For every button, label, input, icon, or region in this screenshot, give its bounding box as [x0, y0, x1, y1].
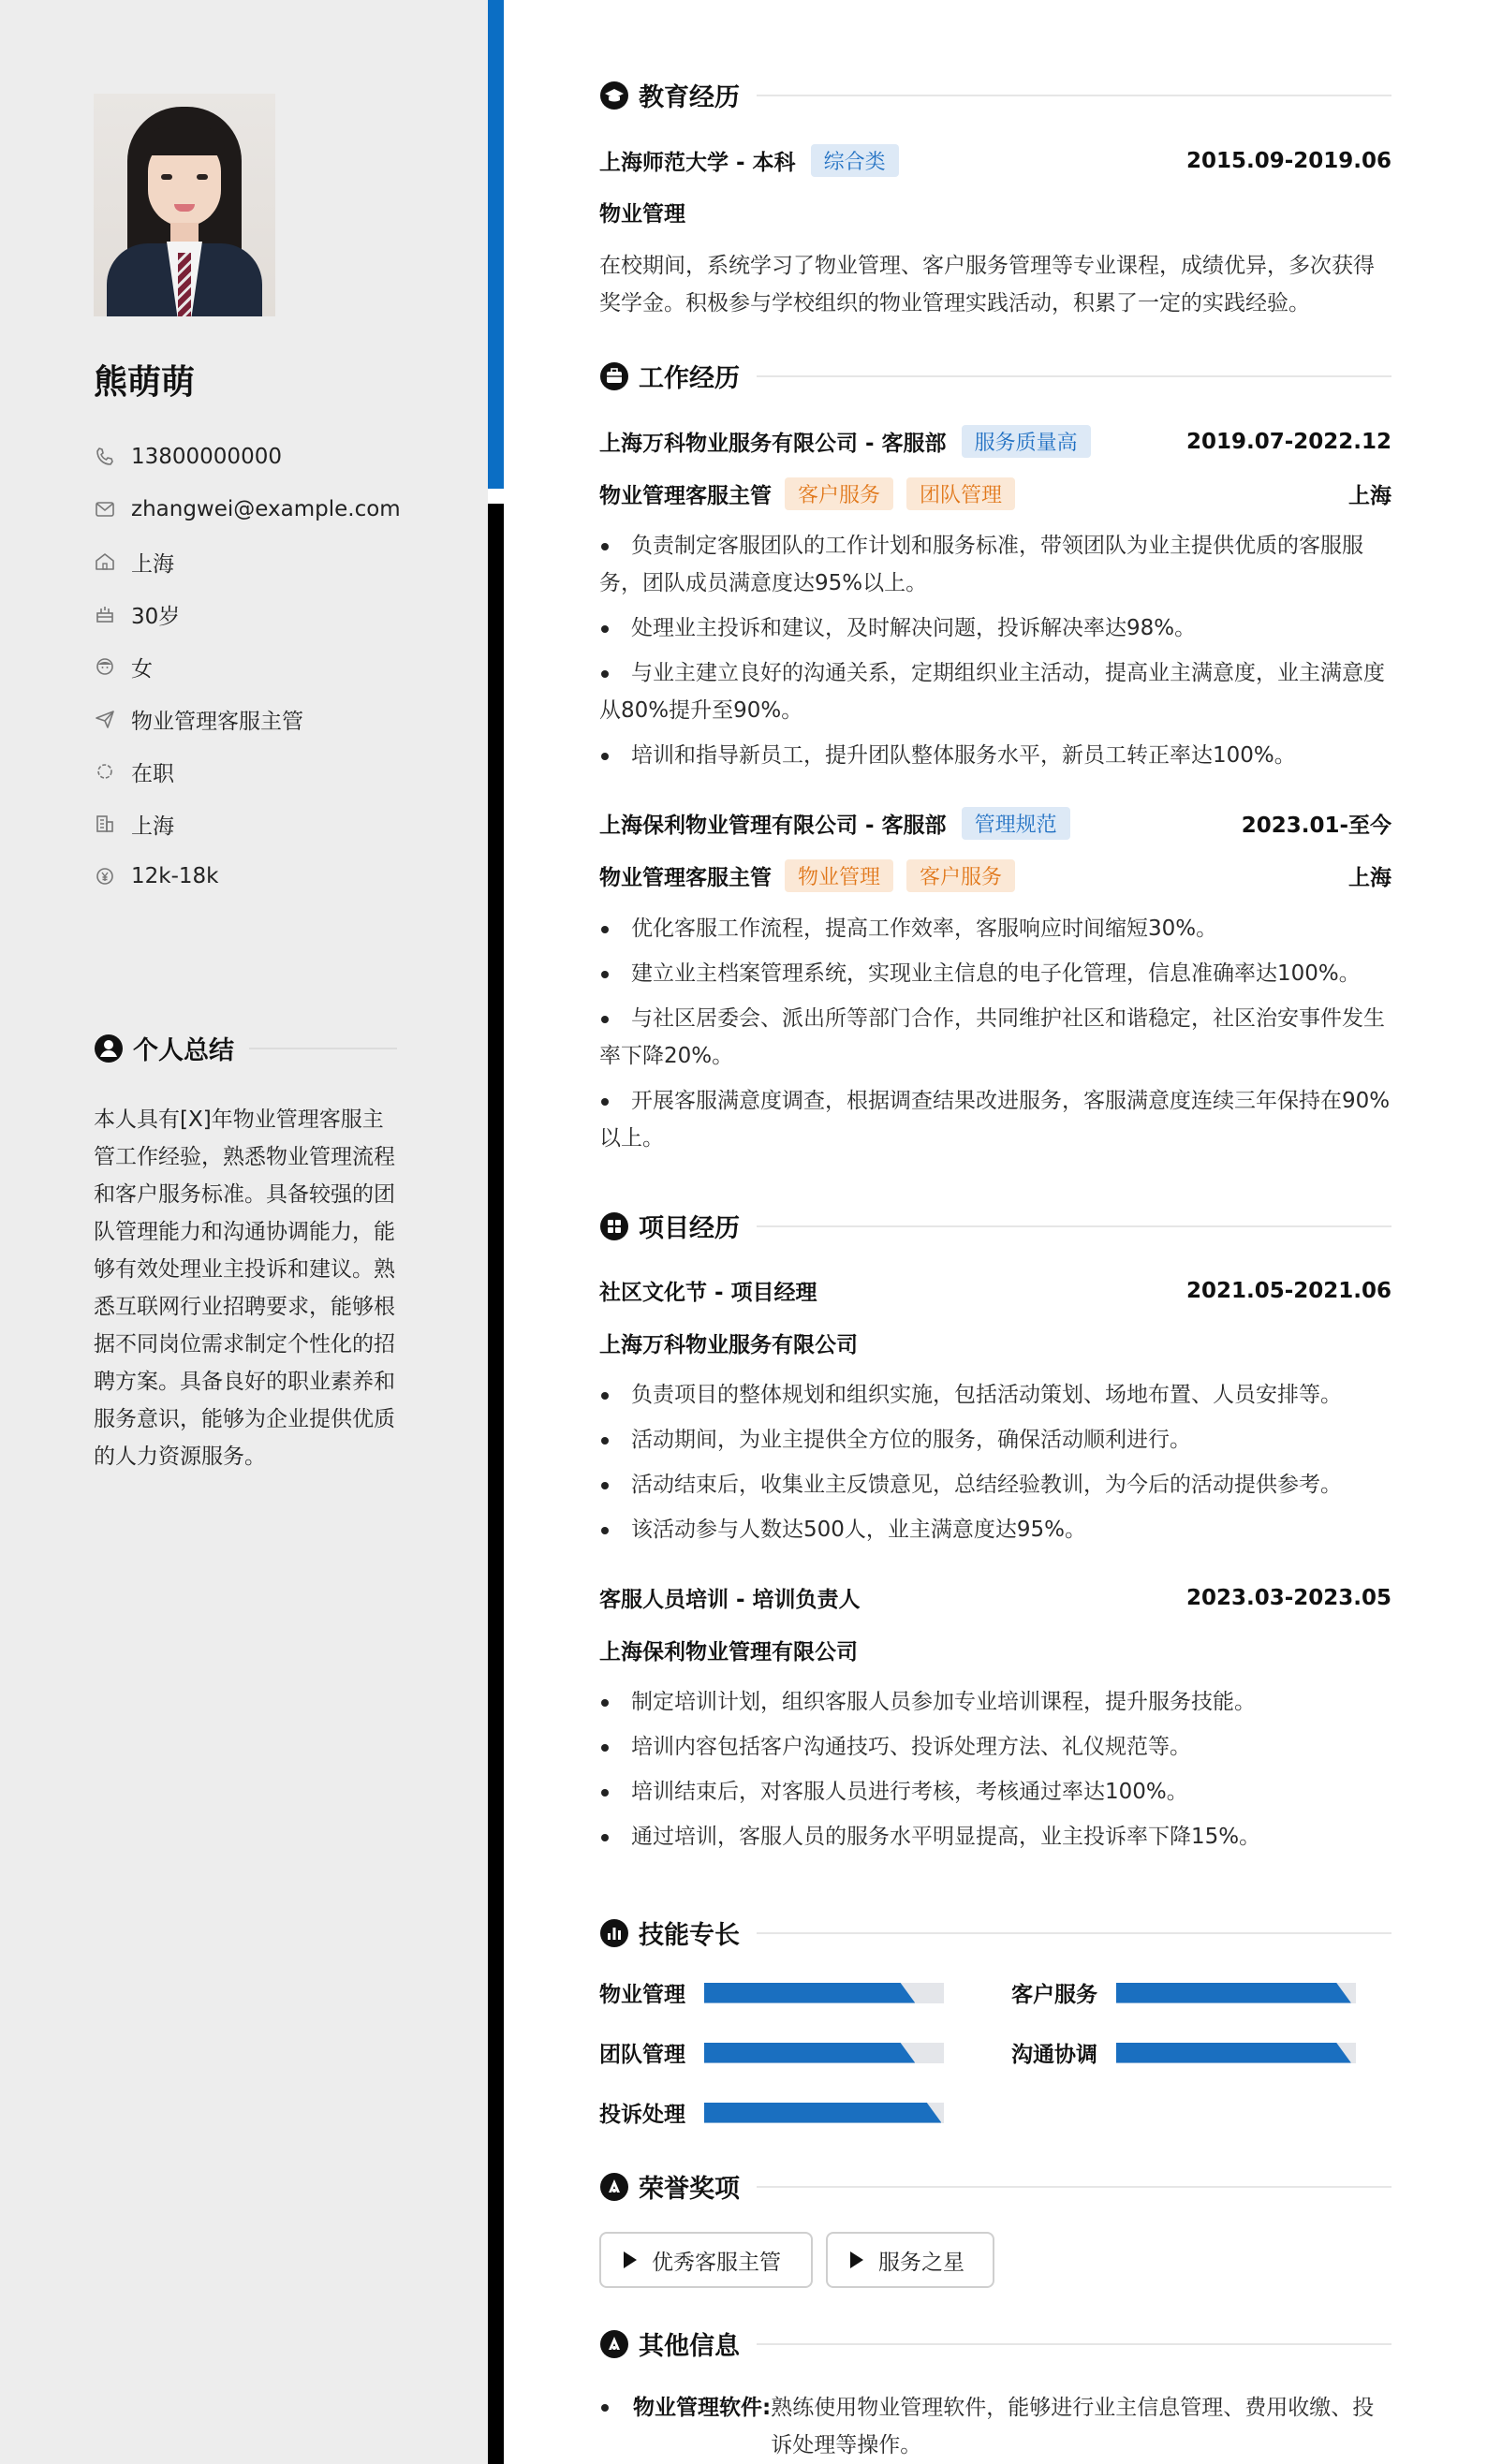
other-section-title [599, 2325, 1391, 2362]
info-status-text: 在职 [131, 761, 174, 786]
project-2-bullets [599, 1683, 1391, 1863]
avatar [94, 94, 275, 316]
project-1-header [599, 1275, 1391, 1306]
major-text: 物业管理 [599, 202, 685, 227]
award-label: 服务之星 [878, 2250, 964, 2275]
info-email [94, 483, 412, 535]
phone-icon [94, 446, 116, 468]
awards-title-text: 荣誉奖项 [639, 2175, 740, 2204]
grid-icon [599, 1211, 629, 1241]
list-item: 培训和指导新员工，提升团队整体服务水平，新员工转正率达100%。 [599, 737, 1391, 774]
award-icon [599, 2172, 629, 2202]
skill-name: 客户服务 [1011, 1983, 1097, 2007]
skill-bar-fill [1116, 1983, 1351, 2003]
job-2-header [599, 807, 1391, 840]
education-major [599, 197, 1391, 227]
info-salary-text: 12k-18k [131, 864, 219, 888]
job-1-city: 上海 [1348, 484, 1391, 508]
list-item: 活动期间，为业主提供全方位的服务，确保活动顺利进行。 [599, 1421, 1391, 1459]
skills-divider [757, 1932, 1391, 1934]
skill-bar [704, 1983, 944, 2003]
info-gender-text: 女 [131, 656, 153, 682]
skill-bar-fill [704, 1983, 915, 2003]
info-email-text: zhangwei@example.com [131, 497, 401, 521]
user-icon [94, 1034, 124, 1063]
accent-stripe-blue [488, 0, 504, 489]
job-2-company: 上海保利物业管理有限公司 - 客服部 [599, 814, 947, 838]
status-icon [94, 760, 116, 783]
skill-bar-fill [704, 2103, 941, 2123]
skill-item [599, 2097, 944, 2128]
home-icon [94, 550, 116, 573]
skill-name: 团队管理 [599, 2043, 685, 2067]
job-1-tag: 服务质量高 [962, 425, 1091, 458]
school-tag: 综合类 [811, 144, 899, 177]
info-status [94, 745, 412, 798]
skill-bar [1116, 1983, 1356, 2003]
info-location-text: 上海 [131, 551, 174, 577]
list-item: 该活动参与人数达500人，业主满意度达95%。 [599, 1511, 1391, 1548]
school-name: 上海师范大学 - 本科 [599, 151, 796, 175]
info-location [94, 535, 412, 588]
info-phone [94, 431, 412, 483]
summary-title-divider [249, 1048, 397, 1049]
skills-section-title [599, 1914, 1391, 1951]
info-phone-text: 13800000000 [131, 445, 282, 469]
skill-name: 沟通协调 [1011, 2043, 1097, 2067]
education-description: 在校期间，系统学习了物业管理、客户服务管理等专业课程，成绩优异，多次获得奖学金。积极参与学校组织的物业管理实践活动，积累了一定的实践经验。 [599, 254, 1375, 315]
job-1-role-row [599, 477, 1391, 510]
project-1-org-row [599, 1327, 1391, 1358]
projects-divider [757, 1225, 1391, 1227]
send-icon [94, 708, 116, 730]
job-2-skill-tag: 客户服务 [906, 859, 1015, 892]
summary-section-title [94, 1030, 397, 1066]
job-1-company: 上海万科物业服务有限公司 - 客服部 [599, 432, 947, 456]
list-item: 处理业主投诉和建议，及时解决问题，投诉解决率达98%。 [599, 609, 1391, 647]
list-item: 优化客服工作流程，提高工作效率，客服响应时间缩短30%。 [599, 910, 1391, 947]
list-item: 负责项目的整体规划和组织实施，包括活动策划、场地布置、人员安排等。 [599, 1376, 1391, 1414]
info-salary [94, 850, 412, 902]
skill-bar-fill [1116, 2043, 1351, 2063]
job-1-date: 2019.07-2022.12 [1185, 429, 1391, 454]
list-item: 开展客服满意度调查，根据调查结果改进服务，客服满意度连续三年保持在90%以上。 [599, 1082, 1391, 1157]
job-2-skill-tag: 物业管理 [785, 859, 893, 892]
projects-section-title [599, 1208, 1391, 1244]
summary-text: 本人具有[X]年物业管理客服主管工作经验，熟悉物业管理流程和客户服务标准。具备较强的团队管理能力和沟通协调能力，能够有效处理业主投诉和建议。熟悉互联网行业招聘要求，能够根据不同岗位需求制定个性化的招聘方案。具备良好的职业素养和服务意识，能够为企业提供优质的人力资源服务。 [94, 1107, 395, 1469]
projects-title-text: 项目经历 [639, 1214, 740, 1243]
info-city-text: 上海 [131, 814, 174, 839]
work-section-title [599, 358, 1391, 394]
salary-icon [94, 865, 116, 887]
job-2-role-row [599, 859, 1391, 892]
project-1-name: 社区文化节 - 项目经理 [599, 1281, 817, 1305]
skills-title-text: 技能专长 [639, 1921, 740, 1950]
skill-name: 投诉处理 [599, 2103, 685, 2127]
education-date: 2015.09-2019.06 [1185, 148, 1391, 173]
education-title-text: 教育经历 [639, 83, 740, 112]
work-title-text: 工作经历 [639, 364, 740, 393]
skill-bar [1116, 2043, 1356, 2063]
job-2-role: 物业管理客服主管 [599, 866, 772, 890]
info-age [94, 588, 412, 640]
project-2-header [599, 1582, 1391, 1613]
education-header [599, 144, 1391, 177]
education-divider [757, 95, 1391, 96]
info-position [94, 693, 412, 745]
bullet-dot [601, 2404, 609, 2412]
other-item-key: 物业管理软件: [633, 2396, 772, 2420]
graduation-cap-icon [599, 81, 629, 110]
building-icon [94, 813, 116, 835]
info-city [94, 798, 412, 850]
project-1-org: 上海万科物业服务有限公司 [599, 1333, 858, 1357]
list-item: 培训内容包括客户沟通技巧、投诉处理方法、礼仪规范等。 [599, 1728, 1391, 1766]
award-badge [599, 2232, 813, 2288]
skill-bar-fill [704, 2043, 915, 2063]
project-1-date: 2021.05-2021.06 [1185, 1278, 1391, 1303]
list-item: 负责制定客服团队的工作计划和服务标准，带领团队为业主提供优质的客服服务，团队成员满意度达95%以上。 [599, 527, 1391, 602]
job-2-city: 上海 [1348, 866, 1391, 890]
job-1-header [599, 425, 1391, 458]
summary-title-text: 个人总结 [133, 1036, 234, 1065]
skill-item [599, 2037, 944, 2068]
play-icon [624, 2251, 637, 2268]
project-2-name: 客服人员培训 - 培训负责人 [599, 1588, 861, 1612]
info-position-text: 物业管理客服主管 [131, 709, 303, 734]
sidebar [0, 0, 488, 2464]
list-item: 制定培训计划，组织客服人员参加专业培训课程，提升服务技能。 [599, 1683, 1391, 1721]
list-item: 与业主建立良好的沟通关系，定期组织业主活动，提高业主满意度，业主满意度从80%提升至90%。 [599, 654, 1391, 729]
accent-stripe-black [488, 504, 504, 2464]
job-1-skill-tag: 团队管理 [906, 477, 1015, 510]
bar-chart-icon [599, 1918, 629, 1948]
project-2-org-row [599, 1635, 1391, 1665]
other-divider [757, 2343, 1391, 2345]
skill-bar [704, 2103, 944, 2123]
skill-item [1011, 1977, 1356, 2008]
gender-icon [94, 655, 116, 678]
skill-bar [704, 2043, 944, 2063]
project-2-org: 上海保利物业管理有限公司 [599, 1640, 858, 1665]
email-icon [94, 498, 116, 521]
list-item: 与社区居委会、派出所等部门合作，共同维护社区和谐稳定，社区治安事件发生率下降20%。 [599, 1000, 1391, 1075]
other-title-text: 其他信息 [639, 2332, 740, 2361]
job-2-tag: 管理规范 [962, 807, 1070, 840]
skill-item [1011, 2037, 1356, 2068]
job-2-bullets [599, 910, 1391, 1165]
info-age-text: 30岁 [131, 604, 181, 629]
job-1-role: 物业管理客服主管 [599, 484, 772, 508]
list-item: 活动结束后，收集业主反馈意见，总结经验教训，为今后的活动提供参考。 [599, 1466, 1391, 1503]
awards-section-title [599, 2168, 1391, 2205]
education-section-title [599, 77, 1391, 113]
skill-name: 物业管理 [599, 1983, 685, 2007]
info-icon [599, 2329, 629, 2359]
other-item-value: 熟练使用物业管理软件，能够进行业主信息管理、费用收缴、投诉处理等操作。 [771, 2396, 1375, 2457]
contact-info-list [94, 431, 412, 902]
list-item: 培训结束后，对客服人员进行考核，考核通过率达100%。 [599, 1773, 1391, 1811]
skill-item [599, 1977, 944, 2008]
project-1-bullets [599, 1376, 1391, 1556]
info-gender [94, 640, 412, 693]
list-item: 建立业主档案管理系统，实现业主信息的电子化管理，信息准确率达100%。 [599, 955, 1391, 992]
job-1-skill-tag: 客户服务 [785, 477, 893, 510]
play-icon [850, 2251, 863, 2268]
award-label: 优秀客服主管 [652, 2250, 781, 2275]
awards-divider [757, 2186, 1391, 2188]
candidate-name: 熊萌萌 [94, 363, 196, 402]
award-badge [826, 2232, 994, 2288]
work-divider [757, 375, 1391, 377]
job-1-bullets [599, 527, 1391, 782]
list-item: 通过培训，客服人员的服务水平明显提高，业主投诉率下降15%。 [599, 1818, 1391, 1855]
other-item [599, 2389, 1391, 2464]
project-2-date: 2023.03-2023.05 [1185, 1585, 1391, 1610]
job-2-date: 2023.01-至今 [1241, 814, 1391, 838]
briefcase-icon [599, 361, 629, 391]
cake-icon [94, 603, 116, 625]
